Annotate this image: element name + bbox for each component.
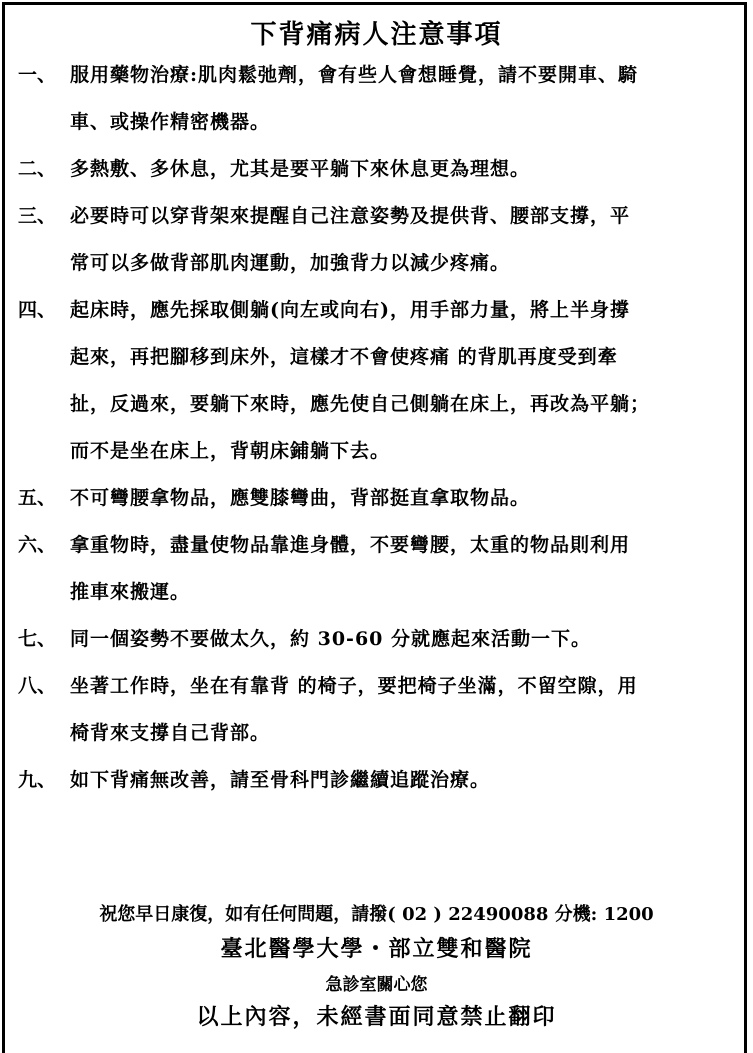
contact-info: 祝您早日康復，如有任何問題，請撥( 02 ) 22490088 分機: 1200 <box>99 904 654 925</box>
item-text-line: 同一個姿勢不要做太久，約 30-60 分就應起來活動一下。 <box>70 628 591 650</box>
item-text-line: 常可以多做背部肌肉運動，加強背力以減少疼痛。 <box>70 252 511 274</box>
item-number: 三、 <box>18 205 57 227</box>
item-number: 六、 <box>18 534 57 556</box>
copyright-notice: 以上內容，未經書面同意禁止翻印 <box>196 1004 557 1030</box>
item-number: 八、 <box>18 675 57 697</box>
item-text-line: 椅背來支撐自己背部。 <box>70 722 271 744</box>
item-text-line: 如下背痛無改善，請至骨科門診繼續追蹤治療。 <box>70 769 491 791</box>
page-title: 下背痛病人注意事項 <box>250 20 503 50</box>
item-text-line: 起來，再把腳移到床外，這樣才不會使疼痛 的背肌再度受到牽 <box>70 346 618 368</box>
hospital-name: 臺北醫學大學・部立雙和醫院 <box>220 936 533 962</box>
item-text-line: 拿重物時，盡量使物品靠進身體，不要彎腰，太重的物品則利用 <box>70 534 631 556</box>
item-text-line: 多熱敷、多休息，尤其是要平躺下來休息更為理想。 <box>70 158 531 180</box>
item-text-line: 必要時可以穿背架來提醒自己注意姿勢及提供背、腰部支撐，平 <box>70 205 631 227</box>
list-item <box>18 193 746 287</box>
item-text-line: 車、或操作精密機器。 <box>70 111 271 133</box>
list-item <box>18 663 746 757</box>
item-text-line: 服用藥物治療:肌肉鬆弛劑，會有些人會想睡覺，請不要開車、騎 <box>70 64 639 86</box>
list-item <box>18 757 746 804</box>
item-text-line: 推車來搬運。 <box>70 581 191 603</box>
item-number: 七、 <box>18 628 57 650</box>
item-number: 五、 <box>18 487 57 509</box>
department-note: 急診室關心您 <box>325 975 428 995</box>
item-number: 四、 <box>18 299 57 321</box>
item-number: 二、 <box>18 158 57 180</box>
list-item <box>18 475 746 522</box>
item-text-line: 起床時，應先採取側躺(向左或向右)，用手部力量，將上半身撐 <box>70 299 630 321</box>
list-item <box>18 287 746 475</box>
list-item <box>18 146 746 193</box>
item-number: 九、 <box>18 769 57 791</box>
item-text-line: 坐著工作時，坐在有靠背 的椅子，要把椅子坐滿，不留空隙，用 <box>70 675 638 697</box>
item-text-line: 而不是坐在床上，背朝床鋪躺下去。 <box>70 440 391 462</box>
list-item <box>18 52 746 146</box>
item-text-line: 不可彎腰拿物品，應雙膝彎曲，背部挺直拿取物品。 <box>70 487 531 509</box>
item-number: 一、 <box>18 64 57 86</box>
list-item <box>18 616 746 663</box>
item-text-line: 扯，反過來，要躺下來時，應先使自己側躺在床上，再改為平躺； <box>70 393 651 415</box>
list-item <box>18 522 746 616</box>
